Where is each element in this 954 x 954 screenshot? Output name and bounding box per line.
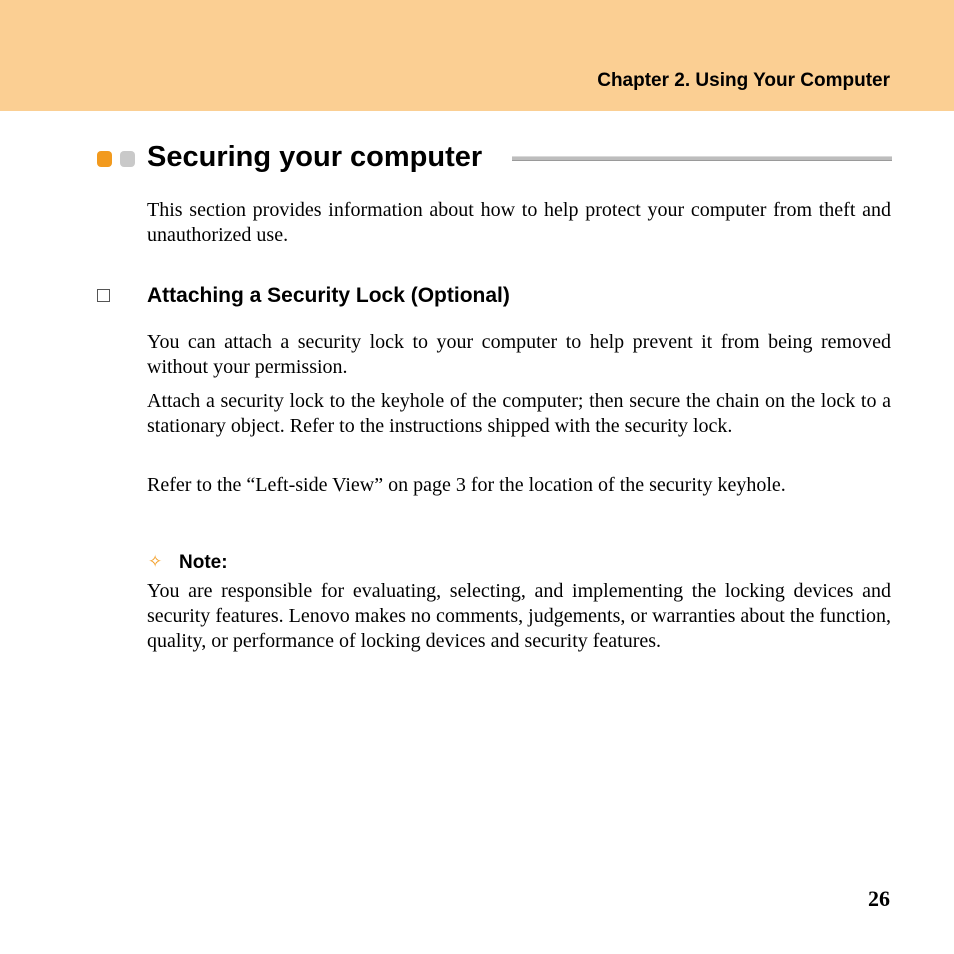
subsection-paragraph-3: Refer to the “Left-side View” on page 3 for the location of the security keyhole. xyxy=(147,474,786,496)
gray-dot-icon xyxy=(120,151,135,167)
chapter-title: Chapter 2. Using Your Computer xyxy=(597,70,890,91)
page-number: 26 xyxy=(868,886,890,911)
square-bullet-icon xyxy=(97,289,110,302)
orange-dot-icon xyxy=(97,151,112,167)
note-text: You are responsible for evaluating, selecting, and implementing the locking devices and security features. Lenovo makes no comments, judgements, or warranties about the function, quality, or performance of locking devices and security features. xyxy=(147,580,891,652)
note-label: Note: xyxy=(179,552,228,573)
section-intro: This section provides information about how to help protect your computer from theft and unauthorized use. xyxy=(147,199,891,246)
header-band xyxy=(0,0,954,111)
subsection-title: Attaching a Security Lock (Optional) xyxy=(147,284,510,307)
section-heading xyxy=(97,138,891,178)
heading-rule xyxy=(512,156,892,161)
subsection-paragraph-2: Attach a security lock to the keyhole of the computer; then secure the chain on the lock to a stationary object. Refer to the instructions shipped with the security lock. xyxy=(147,390,891,437)
subsection-paragraph-1: You can attach a security lock to your computer to help prevent it from being removed without your permission. xyxy=(147,331,891,378)
section-title: Securing your computer xyxy=(147,141,483,173)
four-point-star-icon: ✧ xyxy=(148,552,163,572)
